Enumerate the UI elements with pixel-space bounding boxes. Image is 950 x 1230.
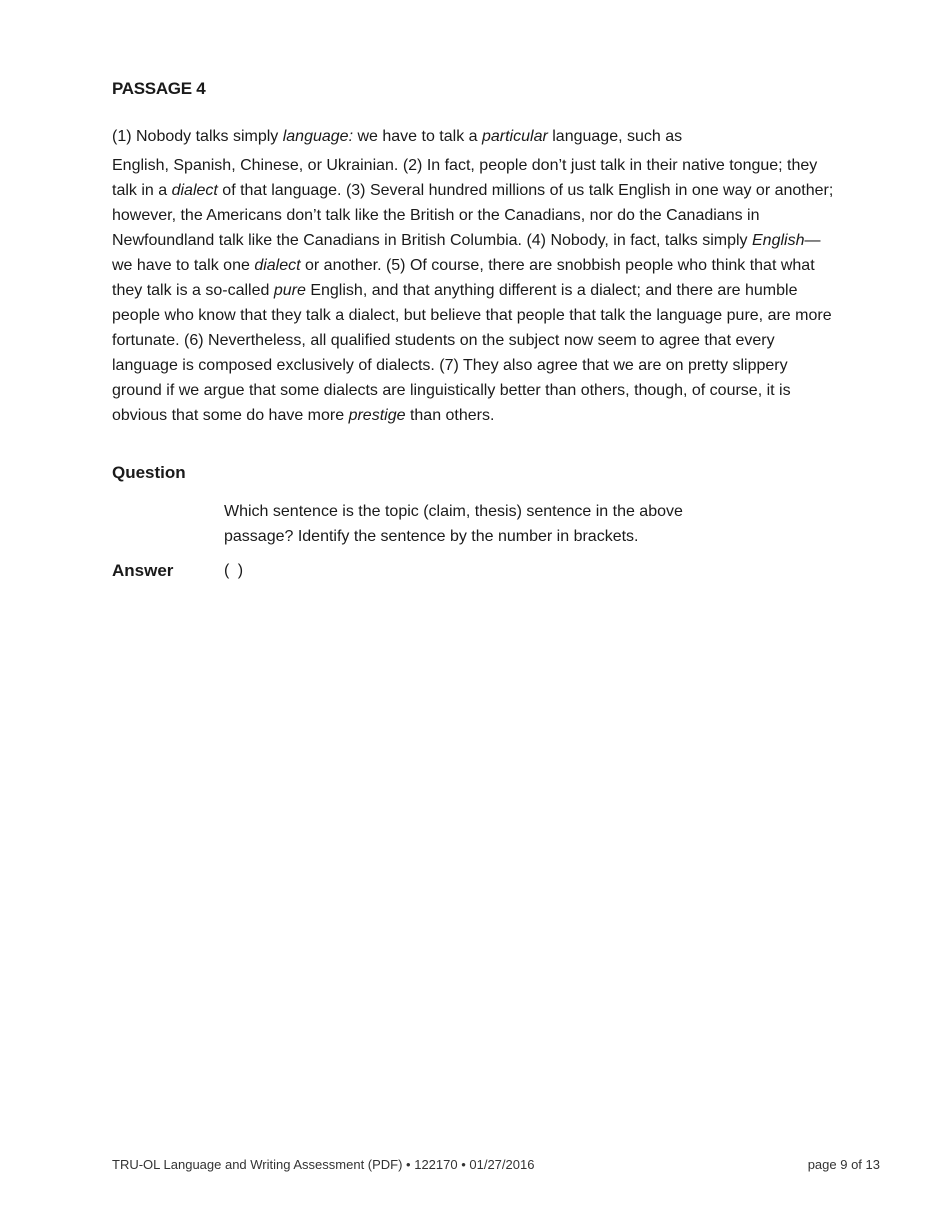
passage-segment: we have to talk a	[353, 128, 482, 145]
footer-page-number: page 9 of 13	[807, 1157, 880, 1172]
passage-segment: of that language. (3) Several hundred millions of us talk English in one way or another; however, the Americans don’t talk like the British or the Canadians, nor do the Canadians in Newfoundland talk like the Canadians in British Columbia. (4) Nobody, in fact, talks simply	[112, 182, 834, 249]
passage-italic-term: prestige	[348, 407, 406, 424]
passage-italic-term: pure	[273, 282, 306, 299]
passage-segment: than others.	[405, 407, 495, 424]
passage-segment: —we have to talk one	[112, 232, 821, 274]
question-text: Which sentence is the topic (claim, thesis) sentence in the above passage? Identify the sentence by the number in brackets.	[224, 503, 683, 545]
question-heading: Question	[112, 463, 186, 482]
passage-title: PASSAGE 4	[112, 79, 206, 98]
passage-segment: language, such as	[547, 128, 683, 145]
passage-text	[112, 124, 838, 428]
passage-segment: English, Spanish, Chinese, or Ukrainian. (2) In fact, people don’t just talk in their native tongue; they talk in a	[112, 157, 818, 199]
passage-italic-term: dialect	[254, 257, 301, 274]
footer-document-info: TRU-OL Language and Writing Assessment (PDF) • 122170 • 01/27/2016	[112, 1157, 535, 1172]
passage-segment: English, and that anything different is a dialect; and there are humble people who know that they talk a dialect, but believe that people that talk the language pure, are more fortunate. (6) Nevertheless, all qualified students on the subject now seem to agree that every language is composed exclusively of dialects. (7) They also agree that we are on pretty slippery ground if we argue that some dialects are linguistically better than others, though, of course, it is obvious that some do have more	[112, 282, 832, 424]
passage-segment: (1) Nobody talks simply	[112, 128, 283, 145]
answer-blank: ( )	[224, 562, 244, 579]
passage-italic-term: language:	[282, 128, 354, 145]
passage-first-line	[112, 124, 838, 149]
passage-segment: or another. (5) Of course, there are snobbish people who think that what they talk is a so-called	[112, 257, 815, 299]
passage-italic-term: particular	[481, 128, 548, 145]
passage-body	[112, 153, 838, 428]
passage-italic-term: dialect	[171, 182, 218, 199]
passage-italic-term: English	[752, 232, 805, 249]
answer-heading: Answer	[112, 561, 174, 580]
